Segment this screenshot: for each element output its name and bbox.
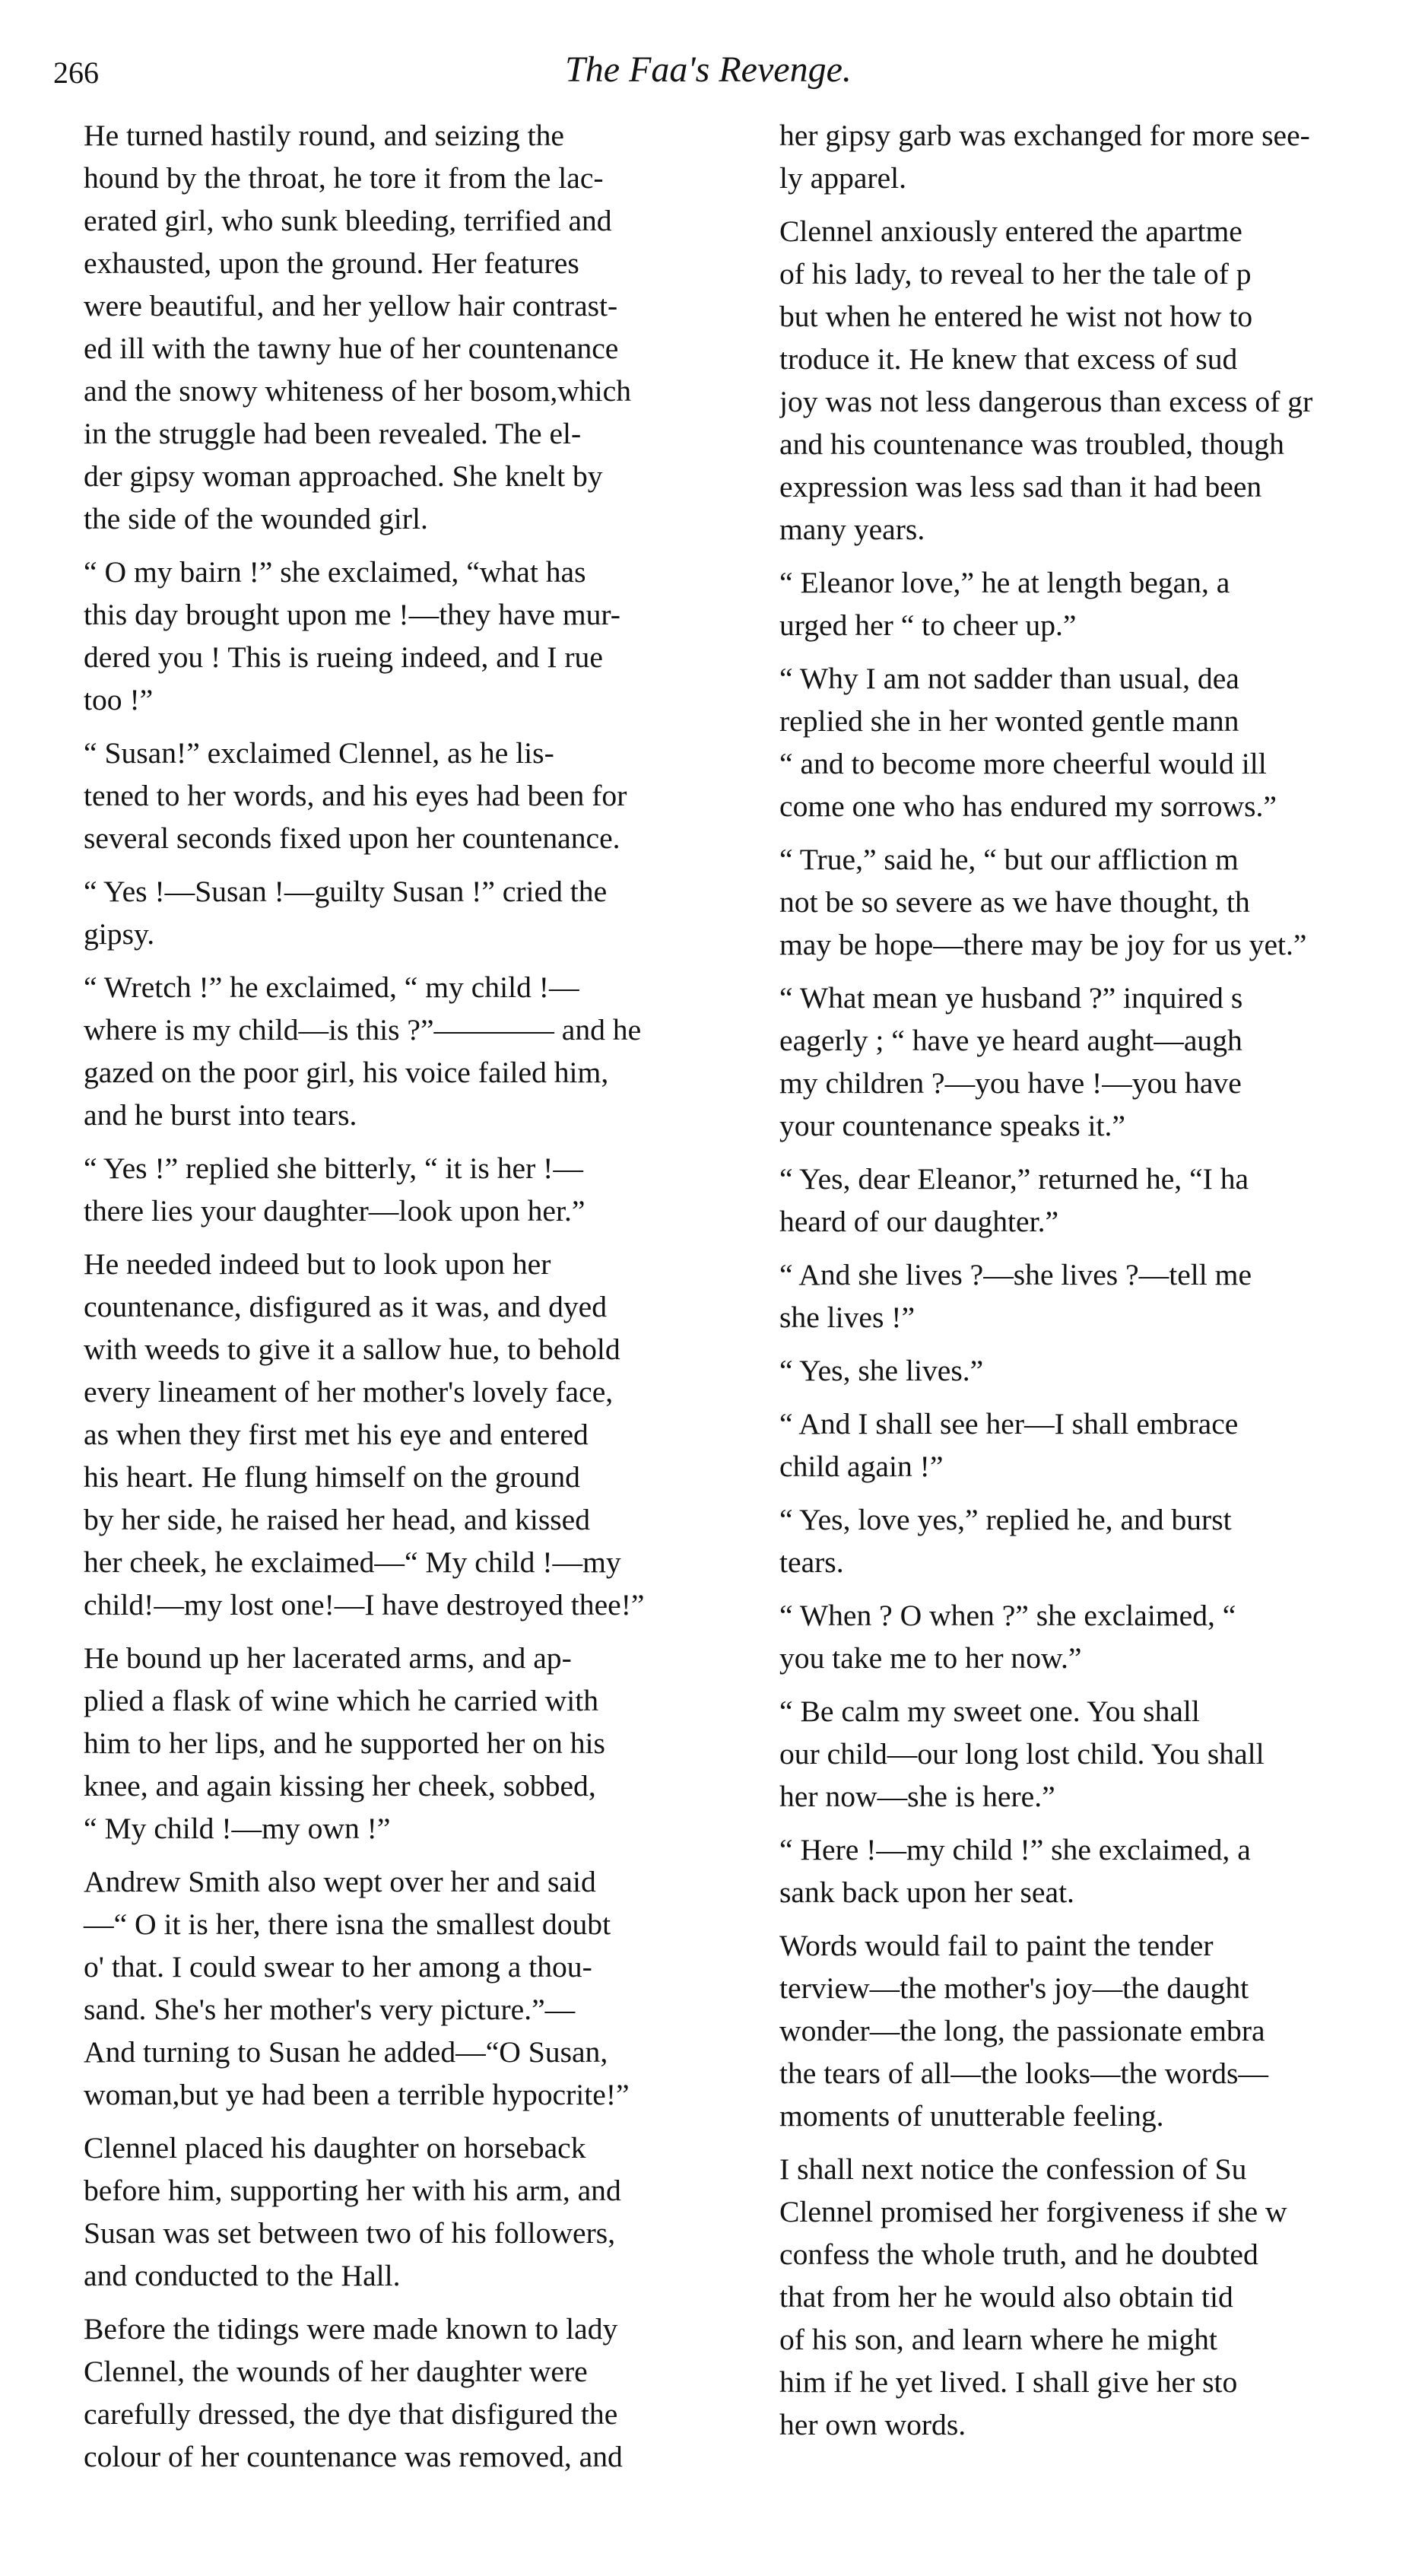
text-line: where is my child—is this ?”———— and he [84, 1013, 642, 1047]
paragraph [84, 732, 776, 859]
text-line: many years. [779, 513, 925, 546]
text-line: der gipsy woman approached. She knelt by [84, 459, 603, 493]
paragraph [84, 1243, 776, 1626]
text-line: the tears of all—the looks—the words— [779, 2057, 1269, 2090]
text-line: Before the tidings were made known to lady [84, 2312, 618, 2346]
text-line: of his lady, to reveal to her the tale of p [779, 257, 1252, 291]
text-line: colour of her countenance was removed, and [84, 2440, 623, 2473]
text-line: that from her he would also obtain tid [779, 2280, 1233, 2314]
paragraph [779, 1402, 1388, 1488]
text-line: Clennel anxiously entered the apartme [779, 214, 1242, 248]
text-line: not be so severe as we have thought, th [779, 885, 1250, 919]
text-line: “ and to become more cheerful would ill [779, 747, 1267, 780]
paragraph [84, 870, 776, 955]
text-line: “ Susan!” exclaimed Clennel, as he lis- [84, 736, 554, 770]
text-line: by her side, he raised her head, and kissed [84, 1503, 591, 1536]
paragraph [779, 1594, 1388, 1679]
text-line: erated girl, who sunk bleeding, terrified and [84, 204, 612, 237]
text-line: the side of the wounded girl. [84, 502, 428, 535]
text-line: child again !” [779, 1450, 944, 1483]
text-line: I shall next notice the confession of Su [779, 2152, 1247, 2186]
paragraph [779, 2148, 1388, 2446]
text-line: and he burst into tears. [84, 1098, 357, 1132]
paragraph [779, 838, 1388, 966]
text-line: exhausted, upon the ground. Her features [84, 246, 579, 280]
paragraph [779, 1253, 1388, 1339]
paragraph [84, 1637, 776, 1850]
text-line: Clennel placed his daughter on horseback [84, 2131, 586, 2165]
paragraph [84, 2308, 776, 2478]
paragraph [779, 1349, 1388, 1392]
text-line: Clennel, the wounds of her daughter were [84, 2355, 588, 2388]
text-line: terview—the mother's joy—the daught [779, 1971, 1249, 2005]
text-line: before him, supporting her with his arm, and [84, 2174, 621, 2207]
text-line: you take me to her now.” [779, 1641, 1082, 1675]
text-line: your countenance speaks it.” [779, 1109, 1125, 1142]
text-line: heard of our daughter.” [779, 1205, 1059, 1238]
text-line: urged her “ to cheer up.” [779, 608, 1077, 642]
text-line: him to her lips, and he supported her on his [84, 1726, 605, 1760]
text-line: this day brought upon me !—they have mur- [84, 598, 620, 631]
text-line: plied a flask of wine which he carried with [84, 1684, 598, 1717]
text-line: our child—our long lost child. You shall [779, 1737, 1265, 1771]
text-line: come one who has endured my sorrows.” [779, 789, 1277, 823]
text-line: knee, and again kissing her cheek, sobbed, [84, 1769, 596, 1803]
text-line: wonder—the long, the passionate embra [779, 2014, 1265, 2047]
text-line: He turned hastily round, and seizing the [84, 119, 564, 152]
text-line: “ Yes, love yes,” replied he, and burst [779, 1503, 1232, 1536]
text-line: woman,but ye had been a terrible hypocrite!” [84, 2078, 630, 2111]
text-line: Words would fail to paint the tender [779, 1929, 1214, 1962]
paragraph [84, 114, 776, 540]
text-line: confess the whole truth, and he doubted [779, 2238, 1258, 2271]
text-line: ed ill with the tawny hue of her countenance [84, 332, 619, 365]
text-line: her now—she is here.” [779, 1780, 1055, 1813]
text-line: “ True,” said he, “ but our affliction m [779, 843, 1239, 876]
paragraph [779, 977, 1388, 1147]
text-line: several seconds fixed upon her countenance. [84, 821, 620, 855]
text-line: tened to her words, and his eyes had been for [84, 779, 627, 812]
left-text-column [84, 114, 776, 2489]
text-line: “ My child !—my own !” [84, 1812, 391, 1845]
page-header [53, 49, 1363, 108]
text-line: with weeds to give it a sallow hue, to behold [84, 1332, 620, 1366]
paragraph [779, 657, 1388, 827]
running-title: The Faa's Revenge. [565, 49, 852, 90]
paragraph [84, 1860, 776, 2116]
text-line: and the snowy whiteness of her bosom,which [84, 374, 631, 408]
text-line: child!—my lost one!—I have destroyed thee!” [84, 1588, 645, 1622]
paragraph [84, 2127, 776, 2297]
text-line: her own words. [779, 2408, 966, 2441]
text-line: too !” [84, 683, 154, 716]
text-line: ly apparel. [779, 161, 907, 195]
text-line: sand. She's her mother's very picture.”— [84, 1993, 576, 2026]
text-line: expression was less sad than it had been [779, 470, 1262, 503]
text-line: him if he yet lived. I shall give her sto [779, 2365, 1238, 2399]
paragraph [779, 1158, 1388, 1243]
text-line: “ Yes, she lives.” [779, 1354, 984, 1387]
text-line: my children ?—you have !—you have [779, 1066, 1242, 1100]
text-line: were beautiful, and her yellow hair contrast- [84, 289, 618, 322]
page-number: 266 [53, 56, 99, 90]
paragraph [779, 561, 1388, 646]
text-line: gipsy. [84, 917, 155, 951]
text-line: his heart. He flung himself on the ground [84, 1460, 580, 1494]
text-line: “ When ? O when ?” she exclaimed, “ [779, 1599, 1236, 1632]
text-line: and his countenance was troubled, though [779, 427, 1284, 461]
text-line: carefully dressed, the dye that disfigured the [84, 2397, 618, 2431]
text-line: Andrew Smith also wept over her and said [84, 1865, 596, 1898]
text-line: “ O my bairn !” she exclaimed, “what has [84, 555, 586, 589]
text-line: “ And she lives ?—she lives ?—tell me [779, 1258, 1252, 1291]
paragraph [84, 966, 776, 1136]
text-line: “ Eleanor love,” he at length began, a [779, 566, 1230, 599]
text-line: joy was not less dangerous than excess of gr [779, 385, 1313, 418]
paragraph [84, 1147, 776, 1232]
text-line: moments of unutterable feeling. [779, 2099, 1164, 2133]
paragraph [779, 1498, 1388, 1583]
text-line: her cheek, he exclaimed—“ My child !—my [84, 1545, 621, 1579]
text-line: may be hope—there may be joy for us yet.” [779, 928, 1307, 961]
text-line: “ Yes !—Susan !—guilty Susan !” cried the [84, 875, 608, 908]
paragraph [779, 1924, 1388, 2137]
text-line: Susan was set between two of his followers, [84, 2216, 616, 2250]
right-text-column [779, 114, 1388, 2457]
text-line: dered you ! This is rueing indeed, and I rue [84, 640, 603, 674]
text-line: eagerly ; “ have ye heard aught—augh [779, 1024, 1242, 1057]
text-line: “ And I shall see her—I shall embrace [779, 1407, 1239, 1440]
text-line: “ Yes !” replied she bitterly, “ it is her !— [84, 1151, 583, 1185]
text-line: “ Here !—my child !” she exclaimed, a [779, 1833, 1251, 1866]
paragraph [779, 210, 1388, 551]
text-line: in the struggle had been revealed. The el- [84, 417, 582, 450]
paragraph [84, 551, 776, 721]
text-line: o' that. I could swear to her among a thou- [84, 1950, 592, 1984]
text-line: “ Be calm my sweet one. You shall [779, 1695, 1200, 1728]
text-line: And turning to Susan he added—“O Susan, [84, 2035, 608, 2069]
text-line: of his son, and learn where he might [779, 2323, 1217, 2356]
paragraph [779, 114, 1388, 199]
text-line: troduce it. He knew that excess of sud [779, 342, 1238, 376]
text-line: “ What mean ye husband ?” inquired s [779, 981, 1243, 1015]
text-line: hound by the throat, he tore it from the lac- [84, 161, 604, 195]
text-line: her gipsy garb was exchanged for more see- [779, 119, 1310, 152]
paragraph [779, 1828, 1388, 1914]
text-line: every lineament of her mother's lovely face, [84, 1375, 614, 1409]
text-line: there lies your daughter—look upon her.” [84, 1194, 585, 1228]
text-line: He needed indeed but to look upon her [84, 1247, 551, 1281]
text-line: Clennel promised her forgiveness if she w [779, 2195, 1287, 2228]
text-line: “ Wretch !” he exclaimed, “ my child !— [84, 970, 579, 1004]
text-line: but when he entered he wist not how to [779, 300, 1253, 333]
text-line: and conducted to the Hall. [84, 2259, 401, 2292]
text-line: —“ O it is her, there isna the smallest doubt [84, 1907, 611, 1941]
text-line: sank back upon her seat. [779, 1876, 1074, 1909]
text-line: gazed on the poor girl, his voice failed him, [84, 1056, 609, 1089]
text-line: replied she in her wonted gentle mann [779, 704, 1239, 738]
text-line: “ Yes, dear Eleanor,” returned he, “I ha [779, 1162, 1249, 1196]
text-line: she lives !” [779, 1301, 916, 1334]
paragraph [779, 1690, 1388, 1818]
text-line: tears. [779, 1545, 844, 1579]
text-line: countenance, disfigured as it was, and dyed [84, 1290, 607, 1323]
text-line: “ Why I am not sadder than usual, dea [779, 662, 1239, 695]
text-line: He bound up her lacerated arms, and ap- [84, 1641, 572, 1675]
text-line: as when they first met his eye and entered [84, 1418, 589, 1451]
